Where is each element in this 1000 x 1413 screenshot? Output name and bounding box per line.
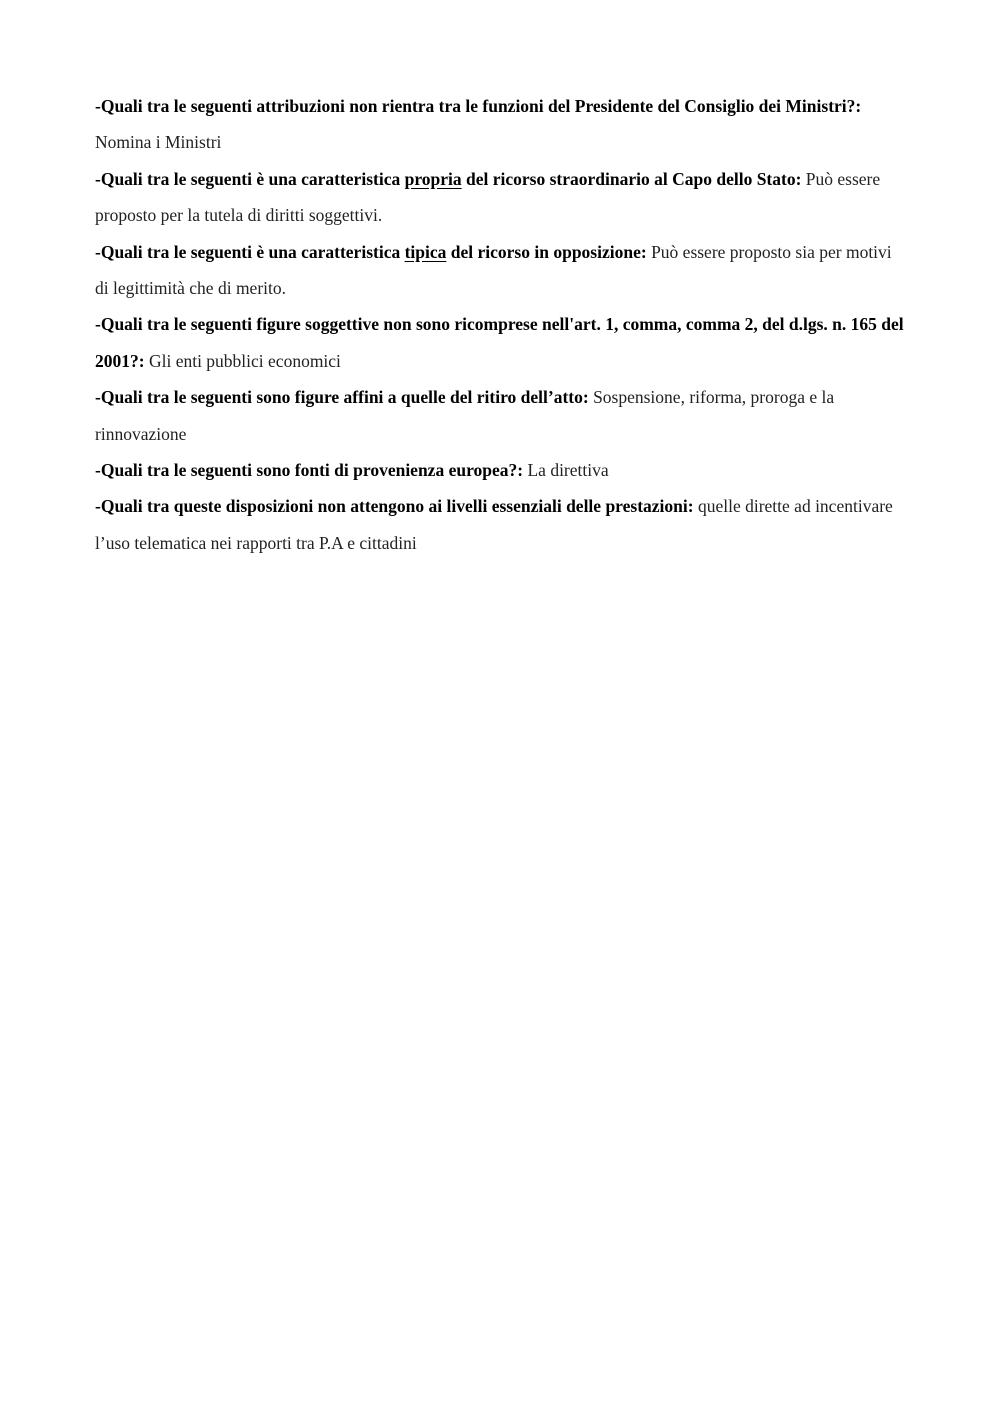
answer: Nomina i Ministri	[95, 132, 222, 153]
question-text: -Quali tra le seguenti è una caratteristica	[95, 241, 405, 262]
answer: Gli enti pubblici economici	[148, 350, 341, 371]
qa-item	[95, 234, 905, 307]
question-text: del ricorso straordinario al Capo dello Stato:	[461, 168, 802, 189]
answer: La direttiva	[527, 460, 609, 481]
qa-item	[95, 488, 905, 561]
answer: Può essere proposto per la tutela di diritti soggettivi.	[95, 168, 881, 226]
document-body	[95, 88, 905, 561]
question: -Quali tra le seguenti sono figure affini a quelle del ritiro dell’atto:	[95, 387, 589, 408]
answer: Sospensione, riforma, proroga e la rinnovazione	[95, 387, 835, 444]
question	[95, 169, 801, 189]
answer: quelle dirette ad incentivare l’uso telematica nei rapporti tra P.A e cittadini	[95, 496, 893, 553]
question-text: del ricorso in opposizione:	[446, 241, 647, 262]
question: -Quali tra le seguenti attribuzioni non rientra tra le funzioni del Presidente del Consiglio dei Ministri?:	[95, 96, 862, 116]
qa-item	[95, 306, 905, 379]
question	[95, 242, 647, 262]
qa-item	[95, 452, 905, 488]
underlined-keyword: propria	[404, 168, 462, 189]
question-text: -Quali tra le seguenti è una caratteristica	[95, 168, 405, 189]
answer: Può essere proposto sia per motivi di legittimità che di merito.	[95, 241, 892, 299]
qa-item	[95, 161, 905, 234]
question: -Quali tra le seguenti sono fonti di provenienza europea?:	[95, 460, 524, 481]
question: -Quali tra le seguenti figure soggettive non sono ricomprese nell'art. 1, comma, comma 2, del d.lgs. n. 165 del 2001?:	[95, 314, 904, 371]
qa-item	[95, 379, 905, 452]
question: -Quali tra queste disposizioni non attengono ai livelli essenziali delle prestazioni:	[95, 496, 694, 517]
qa-item	[95, 88, 905, 161]
underlined-keyword: tipica	[404, 241, 447, 262]
